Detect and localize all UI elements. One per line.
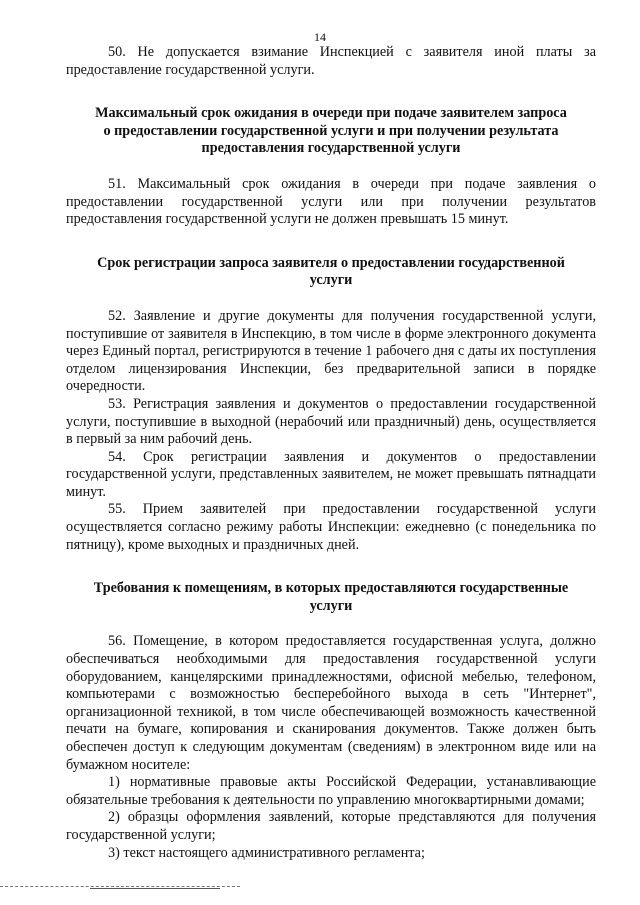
footer-divider-secondary: [90, 888, 220, 889]
paragraph-54: 54. Срок регистрации заявления и документов о предоставлении государственной услуги, представленных заявителем, не может превышать пятнадцати минут.: [66, 448, 596, 500]
paragraph-51: 51. Максимальный срок ожидания в очереди при подаче заявления о предоставлении государственной услуги или при получении результатов предоставления государственной услуги не должен превышать 15 минут.: [66, 175, 596, 228]
section-heading-registration-term: Срок регистрации запроса заявителя о предоставлении государственной услуги: [97, 254, 565, 289]
paragraph-52: 52. Заявление и другие документы для получения государственной услуги, поступившие от заявителя в Инспекцию, в том числе в форме электронного документа через Единый портал, регистрируются в течение 1 рабочего дня с даты их поступления отделом лицензирования Инспекции, без предварительной записи в порядке очередности.: [66, 307, 596, 395]
paragraph-53: 53. Регистрация заявления и документов о предоставлении государственной услуги, поступившие в выходной (нерабочий или праздничный) день, осуществляется в первый за ним рабочий день.: [66, 395, 596, 448]
list-item-3: 3) текст настоящего административного регламента;: [108, 844, 425, 861]
paragraph-56: 56. Помещение, в котором предоставляется государственная услуга, должно обеспечиваться необходимыми для предоставления государственной услуги оборудованием, канцелярскими принадлежностями, офисной мебелью, телефоном, компьютерами с возможностью бесперебойного выхода в сеть "Интернет", организационной техникой, в том числе обеспечивающей возможность качественной печати на бумаге, копирования и сканирования документов. Также должен быть обеспечен доступ к следующим документам (сведениям) в электронном виде или на бумажном носителе:: [66, 633, 596, 773]
list-item-1: 1) нормативные правовые акты Российской Федерации, устанавливающие обязательные требования к деятельности по управлению многоквартирными домами;: [66, 774, 596, 808]
section-heading-premises-requirements: Требования к помещениям, в которых предоставляются государственные услуги: [93, 580, 569, 614]
list-item-2: 2) образцы оформления заявлений, которые представляются для получения государственной услуги;: [66, 809, 596, 843]
footer-divider: [0, 886, 240, 887]
paragraph-55: 55. Прием заявителей при предоставлении государственной услуги осуществляется согласно режиму работы Инспекции: ежедневно (с понедельника по пятницу), кроме выходных и праздничных дней.: [66, 501, 596, 553]
page-number: 14: [314, 30, 326, 44]
paragraph-50: 50. Не допускается взимание Инспекцией с заявителя иной платы за предоставление государственной услуги.: [66, 44, 596, 78]
document-body: [66, 44, 596, 862]
section-heading-queue-time: Максимальный срок ожидания в очереди при подаче заявителем запроса о предоставлении государственной услуги и при получении результата предоставления государственной услуги: [95, 105, 567, 157]
